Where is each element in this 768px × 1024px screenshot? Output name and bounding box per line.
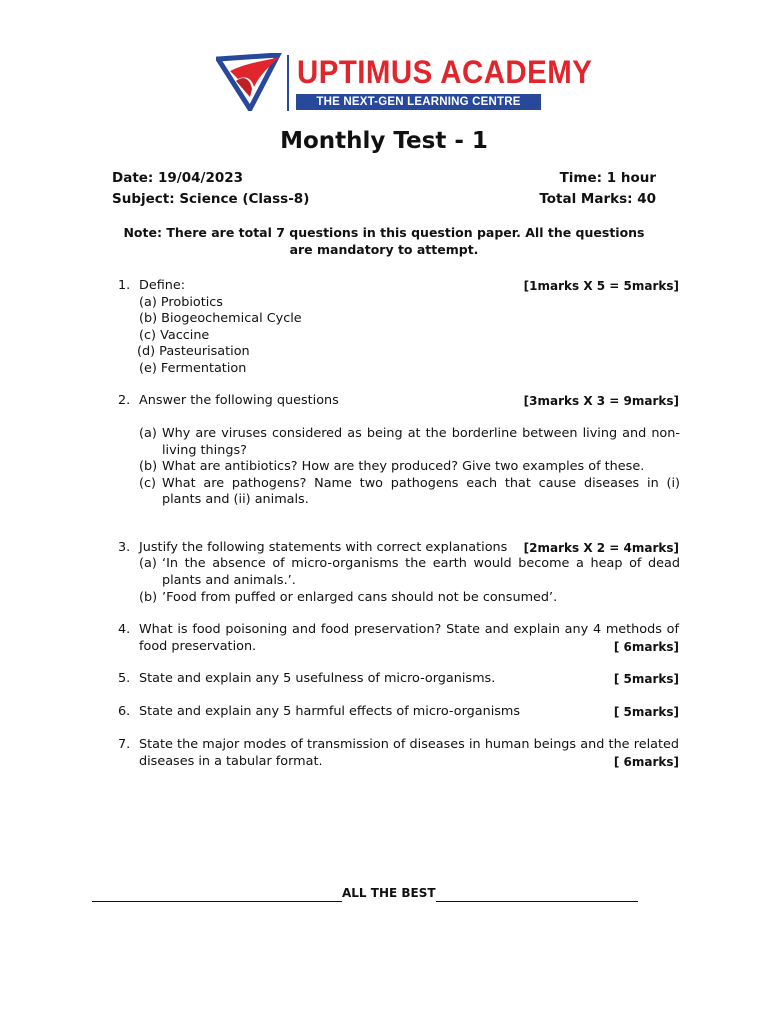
question-text: State and explain any 5 harmful effects of micro-organisms	[139, 704, 521, 719]
question-marks: [1marks X 5 = 5marks]	[523, 279, 679, 293]
question-number: 3.	[118, 540, 131, 555]
question-2-parts	[139, 426, 680, 509]
list-item: (a) Why are viruses considered as being at the borderline between living and non-living things?	[139, 426, 680, 458]
brand-divider	[287, 55, 289, 111]
list-item: (c) Vaccine	[139, 327, 210, 343]
list-item: (a) ‘In the absence of micro-organisms the earth would become a heap of dead plants and animals.’.	[139, 556, 680, 588]
footer-rule-left	[92, 889, 342, 902]
test-total-marks: Total Marks: 40	[539, 191, 656, 207]
question-text: What is food poisoning and food preservation? State and explain any 4 methods of food preservation.	[139, 622, 679, 654]
question-7	[118, 737, 679, 770]
brand-name: UPTIMUS ACADEMY	[297, 54, 593, 90]
academy-logo-icon	[216, 53, 284, 115]
list-item: (b) What are antibiotics? How are they produced? Give two examples of these.	[139, 459, 645, 474]
question-text: Answer the following questions	[139, 393, 339, 408]
test-time: Time: 1 hour	[559, 170, 656, 186]
question-text: State and explain any 5 usefulness of micro-organisms.	[139, 671, 496, 686]
test-date: Date: 19/04/2023	[112, 170, 244, 186]
footer-rule-right	[436, 889, 638, 902]
question-4	[118, 622, 679, 655]
list-item: (c) What are pathogens? Name two pathogens each that cause diseases in (i) plants and (ii) animals.	[139, 475, 680, 507]
question-number: 7.	[118, 737, 131, 752]
footer	[92, 884, 638, 902]
question-number: 6.	[118, 704, 131, 719]
list-item: (e) Fermentation	[139, 360, 247, 376]
question-marks: [ 5marks]	[613, 672, 679, 686]
question-marks: [2marks X 2 = 4marks]	[523, 541, 679, 555]
list-item: (b) ’Food from puffed or enlarged cans should not be consumed’.	[139, 590, 558, 605]
page-title: Monthly Test - 1	[280, 128, 488, 154]
list-item: (b) Biogeochemical Cycle	[139, 311, 302, 326]
question-text: State the major modes of transmission of diseases in human beings and the related diseases in a tabular format.	[139, 737, 679, 769]
question-text: Define:	[139, 278, 186, 293]
question-3-parts	[139, 556, 680, 607]
footer-text: ALL THE BEST	[342, 886, 436, 900]
question-number: 2.	[118, 393, 131, 408]
question-marks: [ 6marks]	[613, 754, 679, 769]
test-subject: Subject: Science (Class-8)	[112, 191, 310, 207]
question-number: 5.	[118, 671, 131, 686]
question-marks: [3marks X 3 = 9marks]	[523, 394, 679, 408]
brand-tagline: THE NEXT-GEN LEARNING CENTRE	[296, 94, 541, 110]
question-number: 1.	[118, 278, 131, 293]
instructions-note: Note: There are total 7 questions in this question paper. All the questions are mandatory to attempt.	[123, 225, 645, 257]
question-marks: [ 6marks]	[613, 639, 679, 654]
list-item: (a) Probiotics	[139, 294, 223, 310]
list-item: (d) Pasteurisation	[137, 344, 250, 359]
question-marks: [ 5marks]	[613, 705, 679, 719]
question-text: Justify the following statements with correct explanations	[139, 540, 508, 555]
question-number: 4.	[118, 622, 131, 637]
